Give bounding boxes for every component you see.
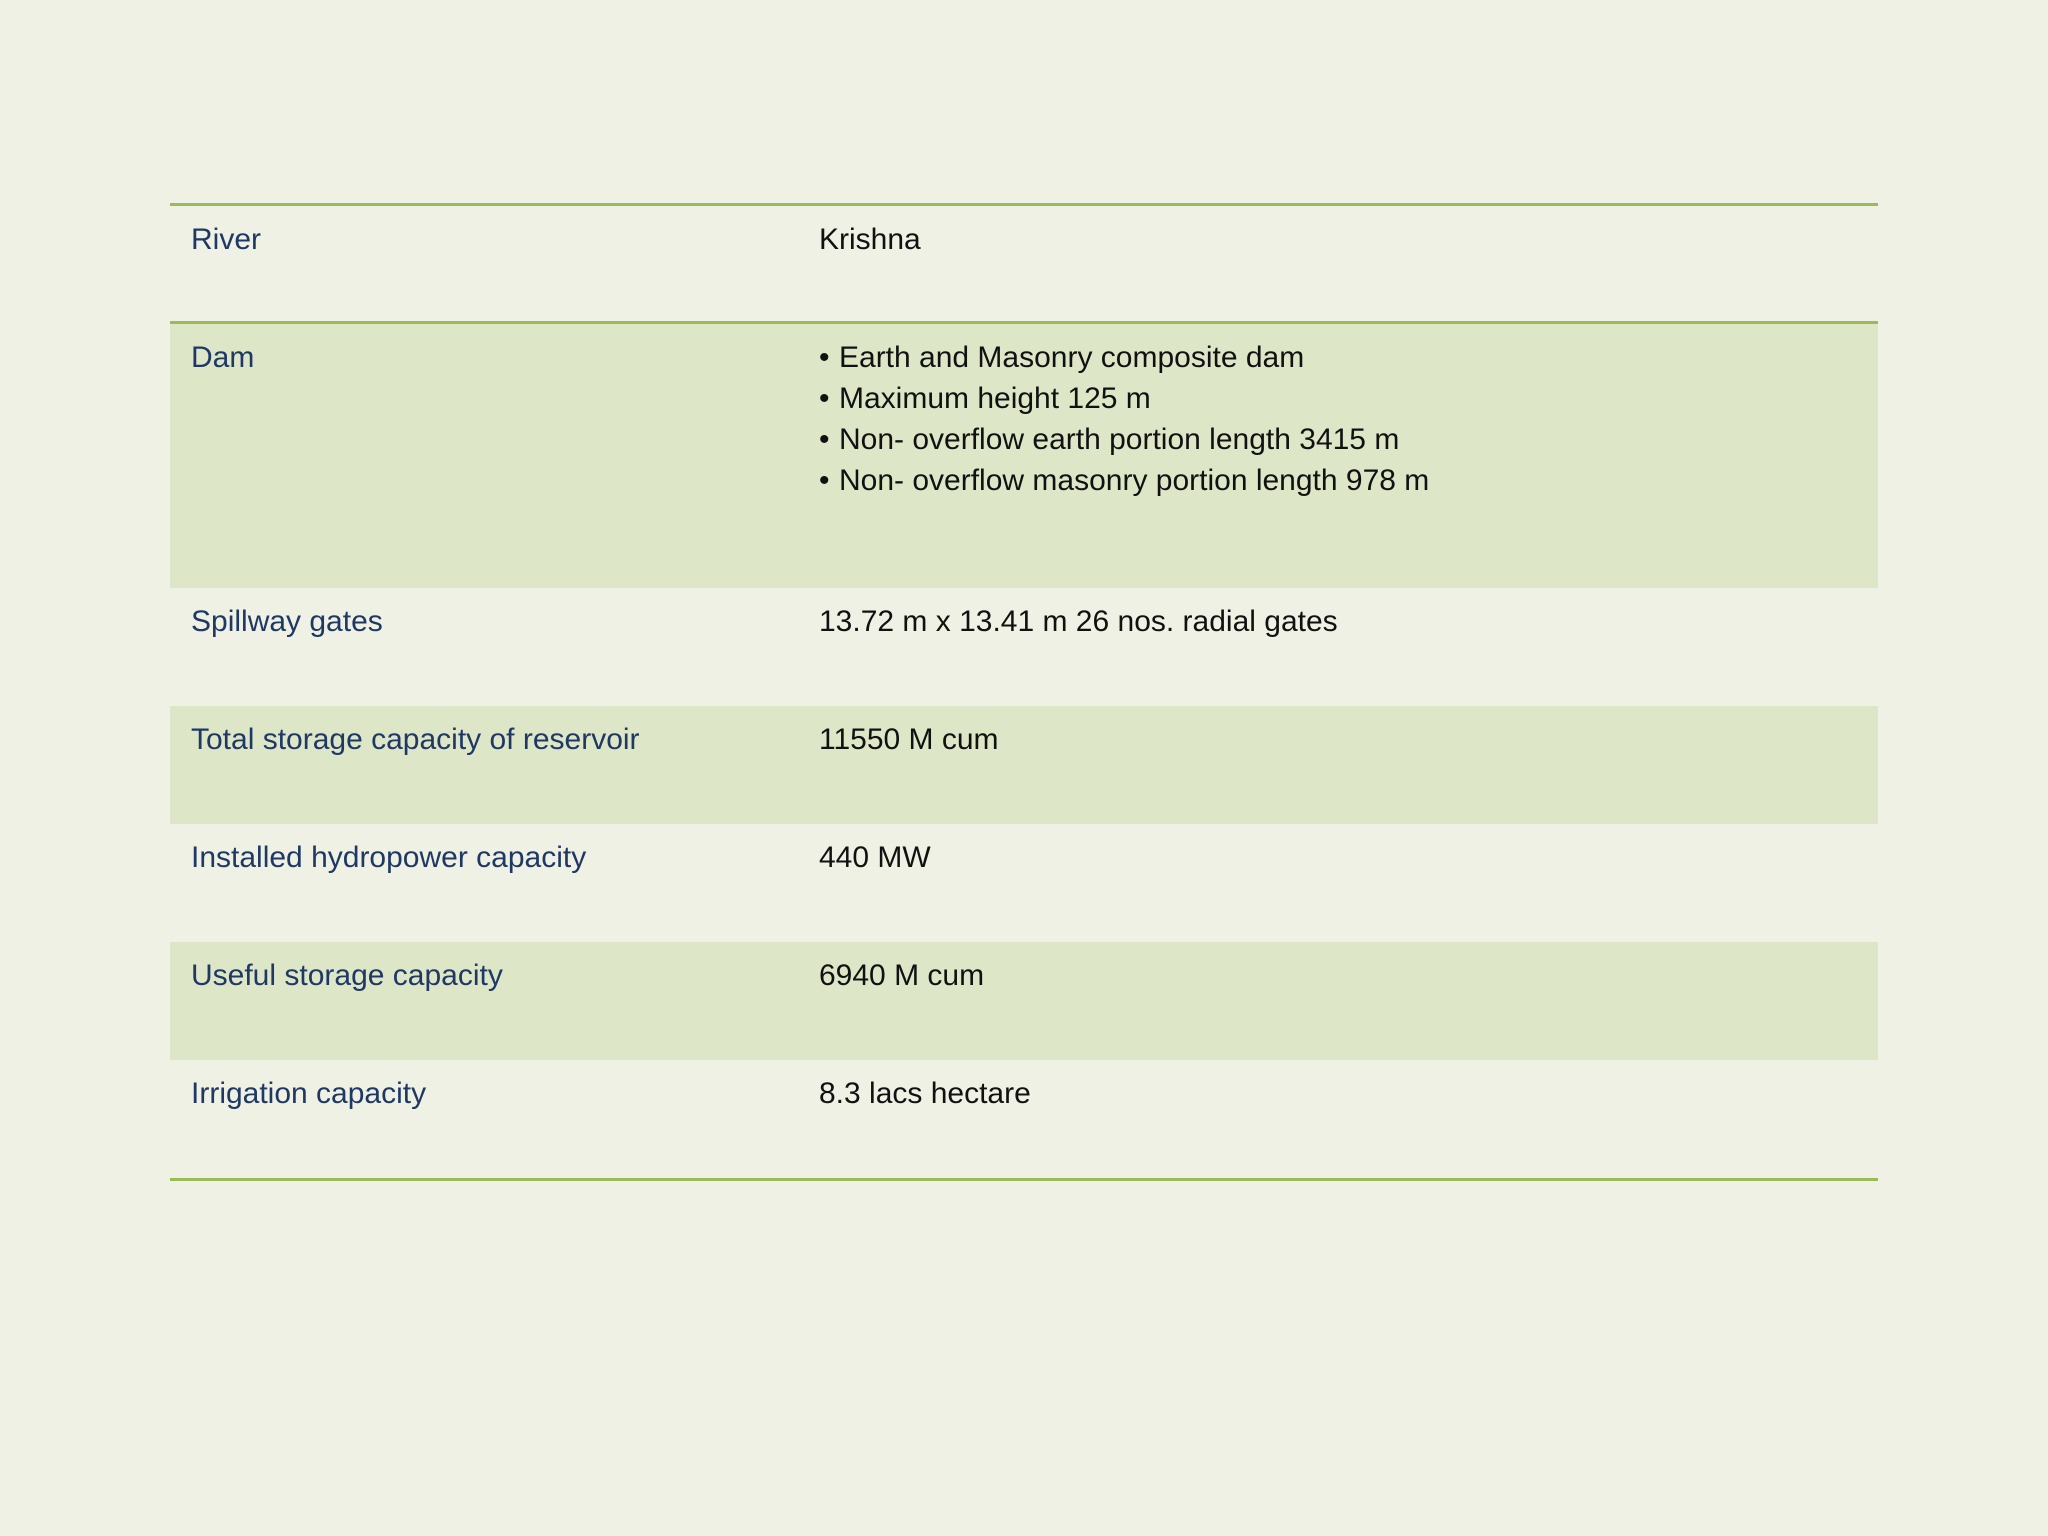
row-label: River [191, 223, 262, 256]
table-row-dam [170, 324, 1878, 588]
list-item [819, 419, 1878, 460]
row-value: 8.3 lacs hectare [819, 1077, 1031, 1110]
row-label: Total storage capacity of reservoir [191, 723, 640, 756]
row-value [819, 324, 1878, 588]
list-item-text: Non- overflow masonry portion length 978 m [839, 464, 1430, 497]
dam-bullet-list [819, 337, 1878, 501]
row-label: Installed hydropower capacity [191, 841, 587, 874]
row-value: 440 MW [819, 841, 931, 874]
table-row-useful-storage [170, 942, 1878, 1060]
list-item-text: Non- overflow earth portion length 3415 m [839, 423, 1400, 456]
row-value: Krishna [819, 223, 921, 256]
list-item [819, 378, 1878, 419]
row-label: Useful storage capacity [191, 959, 503, 992]
table-row-irrigation [170, 1060, 1878, 1178]
table-row-total-storage [170, 706, 1878, 824]
list-item-text: Earth and Masonry composite dam [839, 341, 1305, 374]
list-item-text: Maximum height 125 m [839, 382, 1151, 415]
list-item [819, 460, 1878, 501]
row-label: Irrigation capacity [191, 1077, 427, 1110]
list-item [819, 337, 1878, 378]
row-label: Dam [191, 341, 255, 374]
bullet-icon: • [819, 382, 830, 415]
row-value: 6940 M cum [819, 959, 985, 992]
table-row-river [170, 206, 1878, 324]
table-row-hydropower [170, 824, 1878, 942]
bullet-icon: • [819, 423, 830, 456]
row-label: Spillway gates [191, 605, 383, 638]
bullet-icon: • [819, 464, 830, 497]
row-value: 11550 M cum [819, 723, 999, 756]
table-row-spillway-gates [170, 588, 1878, 706]
bullet-icon: • [819, 341, 830, 374]
spec-table [170, 203, 1878, 1181]
row-value: 13.72 m x 13.41 m 26 nos. radial gates [819, 605, 1338, 638]
